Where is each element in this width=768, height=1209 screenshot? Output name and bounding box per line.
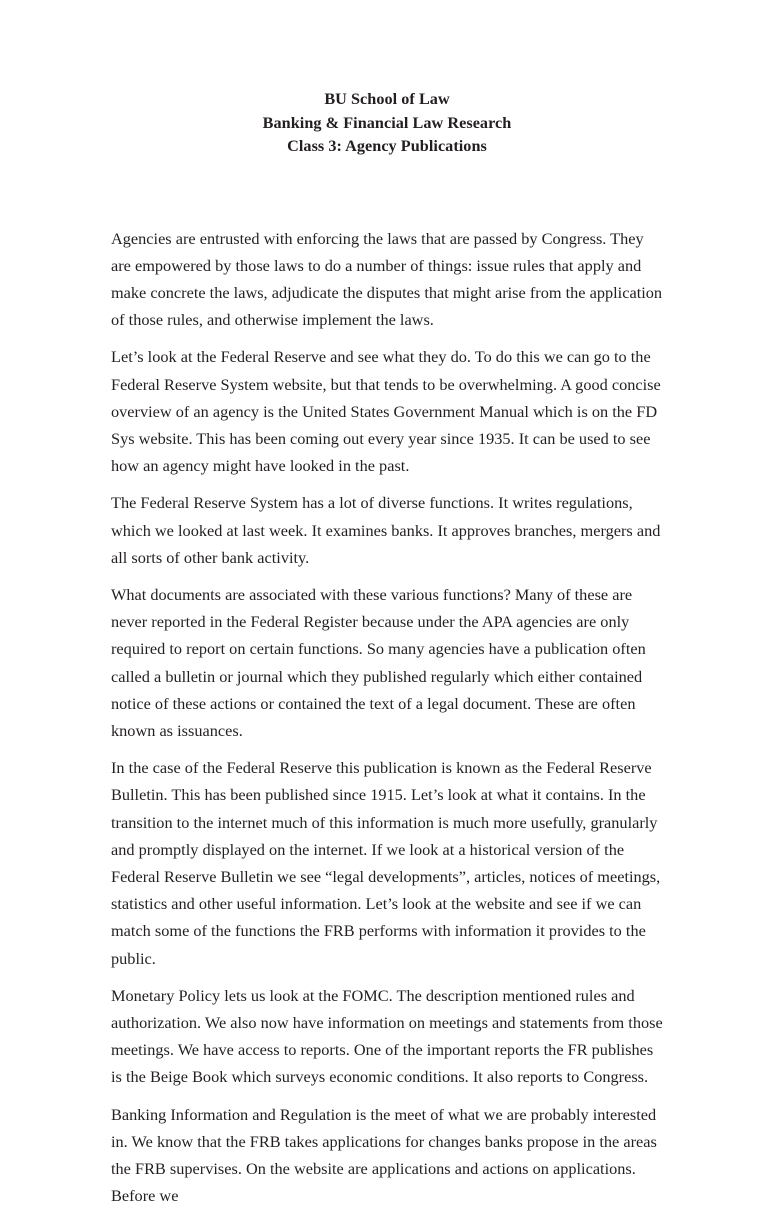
document-body	[111, 225, 663, 1209]
paragraph-banking-information-regulation: Banking Information and Regulation is the meet of what we are probably interested in. We know that the FRB takes applications for changes banks propose in the areas the FRB supervises. On the website are applications and actions on applications. Before we	[111, 1101, 663, 1209]
heading-line-course: Banking & Financial Law Research	[111, 112, 663, 136]
paragraph-agencies-enforcement: Agencies are entrusted with enforcing the laws that are passed by Congress. They are empowered by those laws to do a number of things: issue rules that apply and make concrete the laws, adjudicate the disputes that might arise from the application of those rules, and otherwise implement the laws.	[111, 225, 663, 334]
document-heading-block	[111, 88, 663, 159]
paragraph-federal-reserve-bulletin: In the case of the Federal Reserve this publication is known as the Federal Reserve Bulletin. This has been published since 1915. Let’s look at what it contains. In the transition to the internet much of this information is much more usefully, granularly and promptly displayed on the internet. If we look at a historical version of the Federal Reserve Bulletin we see “legal developments”, articles, notices of meetings, statistics and other useful information. Let’s look at the website and see if we can match some of the functions the FRB performs with information it provides to the public.	[111, 754, 663, 972]
paragraph-monetary-policy-fomc: Monetary Policy lets us look at the FOMC. The description mentioned rules and authorization. We also now have information on meetings and statements from those meetings. We have access to reports. One of the important reports the FR publishes is the Beige Book which surveys economic conditions. It also reports to Congress.	[111, 982, 663, 1091]
paragraph-federal-reserve-overview: Let’s look at the Federal Reserve and see what they do. To do this we can go to the Federal Reserve System website, but that tends to be overwhelming. A good concise overview of an agency is the United States Government Manual which is on the FD Sys website. This has been coming out every year since 1935. It can be used to see how an agency might have looked in the past.	[111, 343, 663, 479]
paragraph-documents-and-issuances: What documents are associated with these various functions? Many of these are never reported in the Federal Register because under the APA agencies are only required to report on certain functions. So many agencies have a publication often called a bulletin or journal which they published regularly which either contained notice of these actions or contained the text of a legal document. These are often known as issuances.	[111, 581, 663, 744]
heading-line-institution: BU School of Law	[111, 88, 663, 112]
document-content-column	[111, 88, 663, 1209]
heading-line-class-topic: Class 3: Agency Publications	[111, 135, 663, 159]
paragraph-diverse-functions: The Federal Reserve System has a lot of diverse functions. It writes regulations, which we looked at last week. It examines banks. It approves branches, mergers and all sorts of other bank activity.	[111, 489, 663, 571]
